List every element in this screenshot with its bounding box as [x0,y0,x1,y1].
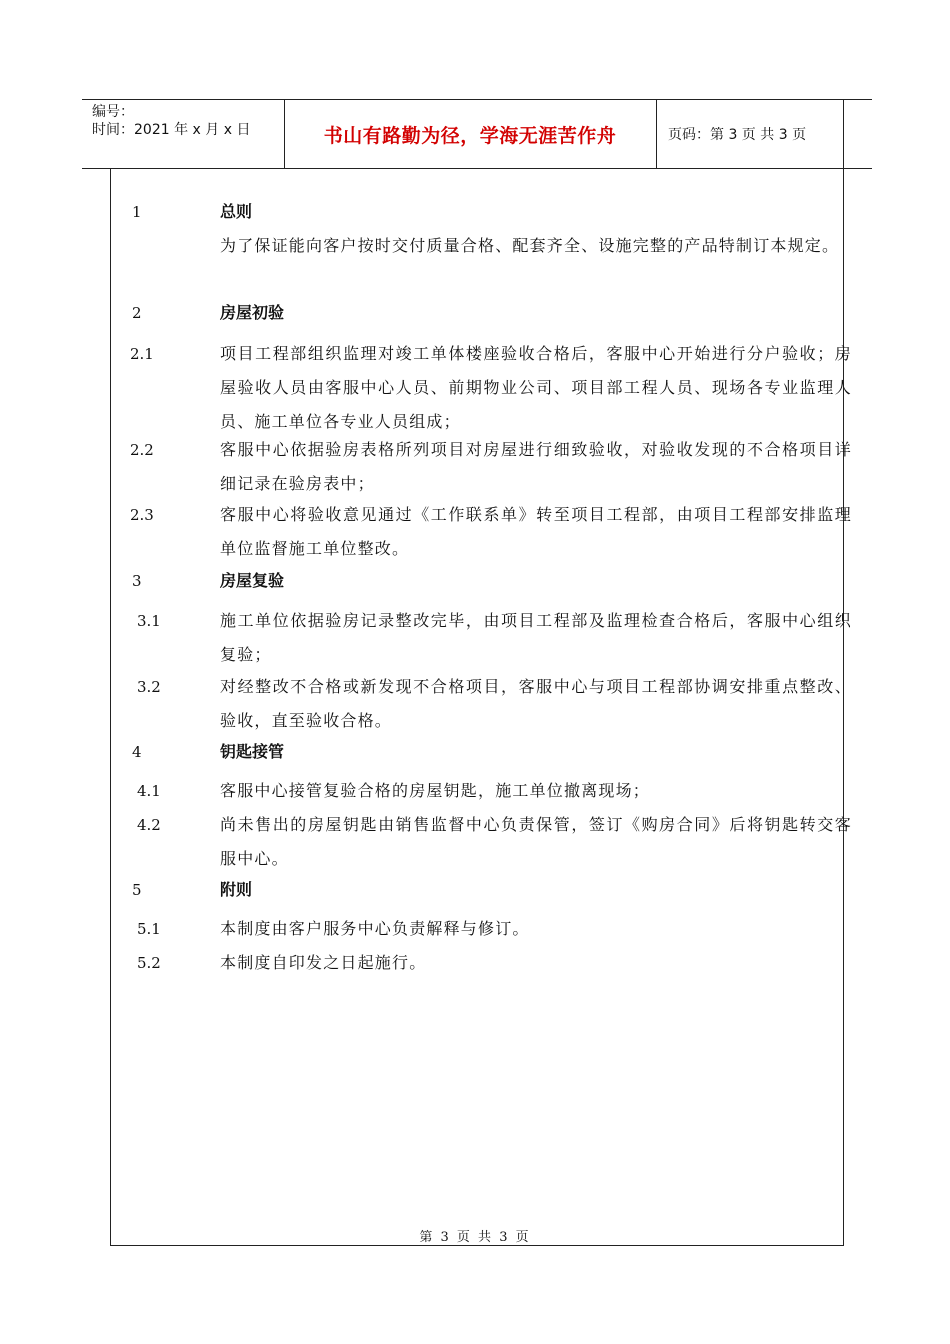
section-number: 3 [132,572,142,590]
document-number-label: 编号： [92,104,134,120]
section-title: 钥匙接管 [220,742,285,761]
clause-text: 客服中心接管复验合格的房屋钥匙，施工单位撤离现场； [220,781,651,800]
section-title: 房屋初验 [220,303,285,322]
clause-number: 3.1 [137,612,161,630]
section-title: 总则 [220,202,253,221]
clause-number: 4.2 [137,816,161,834]
clause-number: 4.1 [137,782,161,800]
clause-text: 施工单位依据验房记录整改完毕，由项目工程部及监理检查合格后，客服中心组织复验； [220,611,852,664]
clause-number: 5.2 [137,954,161,972]
clause-text: 本制度自印发之日起施行。 [220,953,427,972]
body-left-border [110,168,111,1246]
header-bottom-border [82,168,872,169]
body-bottom-border [110,1245,844,1246]
clause-text: 项目工程部组织监理对竣工单体楼座验收合格后，客服中心开始进行分户验收；房屋验收人员由客服中心人员、前期物业公司、项目部工程人员、现场各专业监理人员、施工单位各专业人员组成； [220,344,852,431]
clause-text: 为了保证能向客户按时交付质量合格、配套齐全、设施完整的产品特制订本规定。 [220,236,840,255]
footer-page-number: 第 3 页 共 3 页 [419,1230,531,1245]
section-title: 房屋复验 [220,571,285,590]
clause-text: 本制度由客户服务中心负责解释与修订。 [220,919,530,938]
clause-text: 尚未售出的房屋钥匙由销售监督中心负责保管，签订《购房合同》后将钥匙转交客服中心。 [220,815,852,868]
header-divider-2 [656,99,657,169]
clause-text: 客服中心将验收意见通过《工作联系单》转至项目工程部，由项目工程部安排监理单位监督施工单位整改。 [220,505,852,558]
section-number: 5 [132,881,142,899]
section-number: 1 [132,203,142,221]
section-number: 4 [132,743,142,761]
header-divider-3 [843,99,844,169]
section-number: 2 [132,304,142,322]
clause-number: 5.1 [137,920,161,938]
clause-number: 2.3 [130,506,154,524]
clause-text: 对经整改不合格或新发现不合格项目，客服中心与项目工程部协调安排重点整改、验收，直至验收合格。 [220,677,852,730]
clause-number: 3.2 [137,678,161,696]
clause-text: 客服中心依据验房表格所列项目对房屋进行细致验收，对验收发现的不合格项目详细记录在验房表中； [220,440,852,493]
section-title: 附则 [220,880,253,899]
motto-text: 书山有路勤为径，学海无涯苦作舟 [323,124,617,147]
page-info-label: 页码：第 3 页 共 3 页 [668,127,807,143]
clause-number: 2.2 [130,441,154,459]
document-date-label: 时间：2021 年 x 月 x 日 [92,122,251,138]
clause-number: 2.1 [130,345,154,363]
